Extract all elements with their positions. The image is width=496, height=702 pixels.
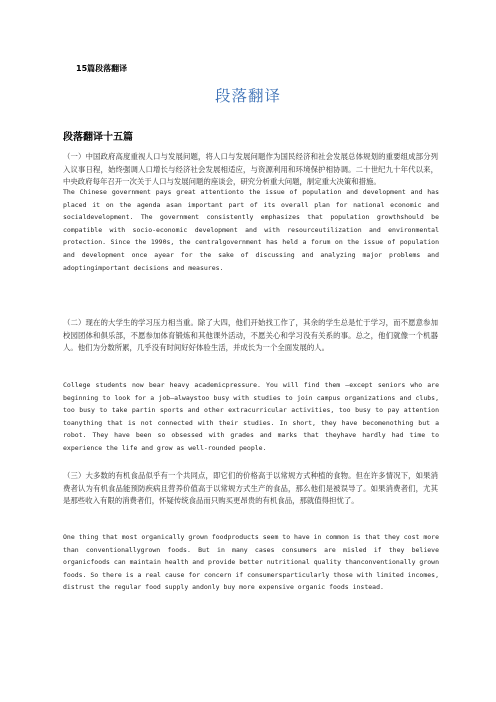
page-title: 段落翻译 <box>214 87 281 105</box>
paragraph-1-english: The Chinese government pays great attentionto the issue of population and development and has placed it on the agenda asan important part of its overall plan for national economic and socialdevelopment. The government consistently emphasizes that population growthshould be compatible with socio-economic development and with resourceutilization and environmental protection. Since the 1990s, the centralgovernment has held a forum on the issue of population and development once ayear for the sake of discussing and analyzing major problems and adoptingimportant decisions and measures. <box>63 188 439 272</box>
paragraph-2-english: College students now bear heavy academicpressure. You will find them –except seniors who are beginning to look for a job—alwaystoo busy with studies to join campus organizations and clubs, too busy to take partin sports and other extracurricular activities, too busy to pay attention toanything that is not connected with their studies. In short, they have becomenothing but a robot. They have been so obsessed with grades and marks that theyhave hardly had time to experience the life and grow as well-rounded people. <box>63 381 439 452</box>
paragraph-3-chinese: （三）大多数的有机食品似乎有一个共同点，即它们的价格高于以常规方式种植的食物。但在许多情况下，如果消费者认为有机食品能预防疾病且营养价值高于以常规方式生产的食品，那么他们是被误导了。如果消费者们，尤其是那些收入有限的消费者们，怀疑传统食品而只购买更昂贵的有机食品，那就值得担忧了。 <box>63 471 438 506</box>
section-title: 段落翻译十五篇 <box>63 132 133 143</box>
paragraph-1-chinese: （一）中国政府高度重视人口与发展问题，将人口与发展问题作为国民经济和社会发展总体规划的重要组成部分列入议事日程，始终强调人口增长与经济社会发展相适应，与资源利用和环境保护相协调。二十世纪九十年代以来，中央政府每年召开一次关于人口与发展问题的座谈会，研究分析重大问题，制定重大决策和措施。 <box>63 152 438 187</box>
paragraph-2-chinese: （二）现在的大学生的学习压力相当重。除了大四，他们开始找工作了，其余的学生总是忙于学习，而不愿意参加校园团体和俱乐部，不愿参加体育锻炼和其他课外活动，不愿关心和学习没有关系的事。总之，他们就像一个机器人。他们为分数所累，几乎没有时间好好体验生活，并成长为一个全面发展的人。 <box>63 318 438 353</box>
document-header-label: 15篇段落翻译 <box>76 64 128 73</box>
paragraph-3-english: One thing that most organically grown foodproducts seem to have in common is that they cost more than conventionallygrown foods. But in many cases consumers are misled if they believe organicfoods can maintain health and provide better nutritional quality thanconventionally grown foods. So there is a real cause for concern if consumersparticularly those with limited incomes, distrust the regular food supply andonly buy more expensive organic foods instead. <box>63 533 439 592</box>
